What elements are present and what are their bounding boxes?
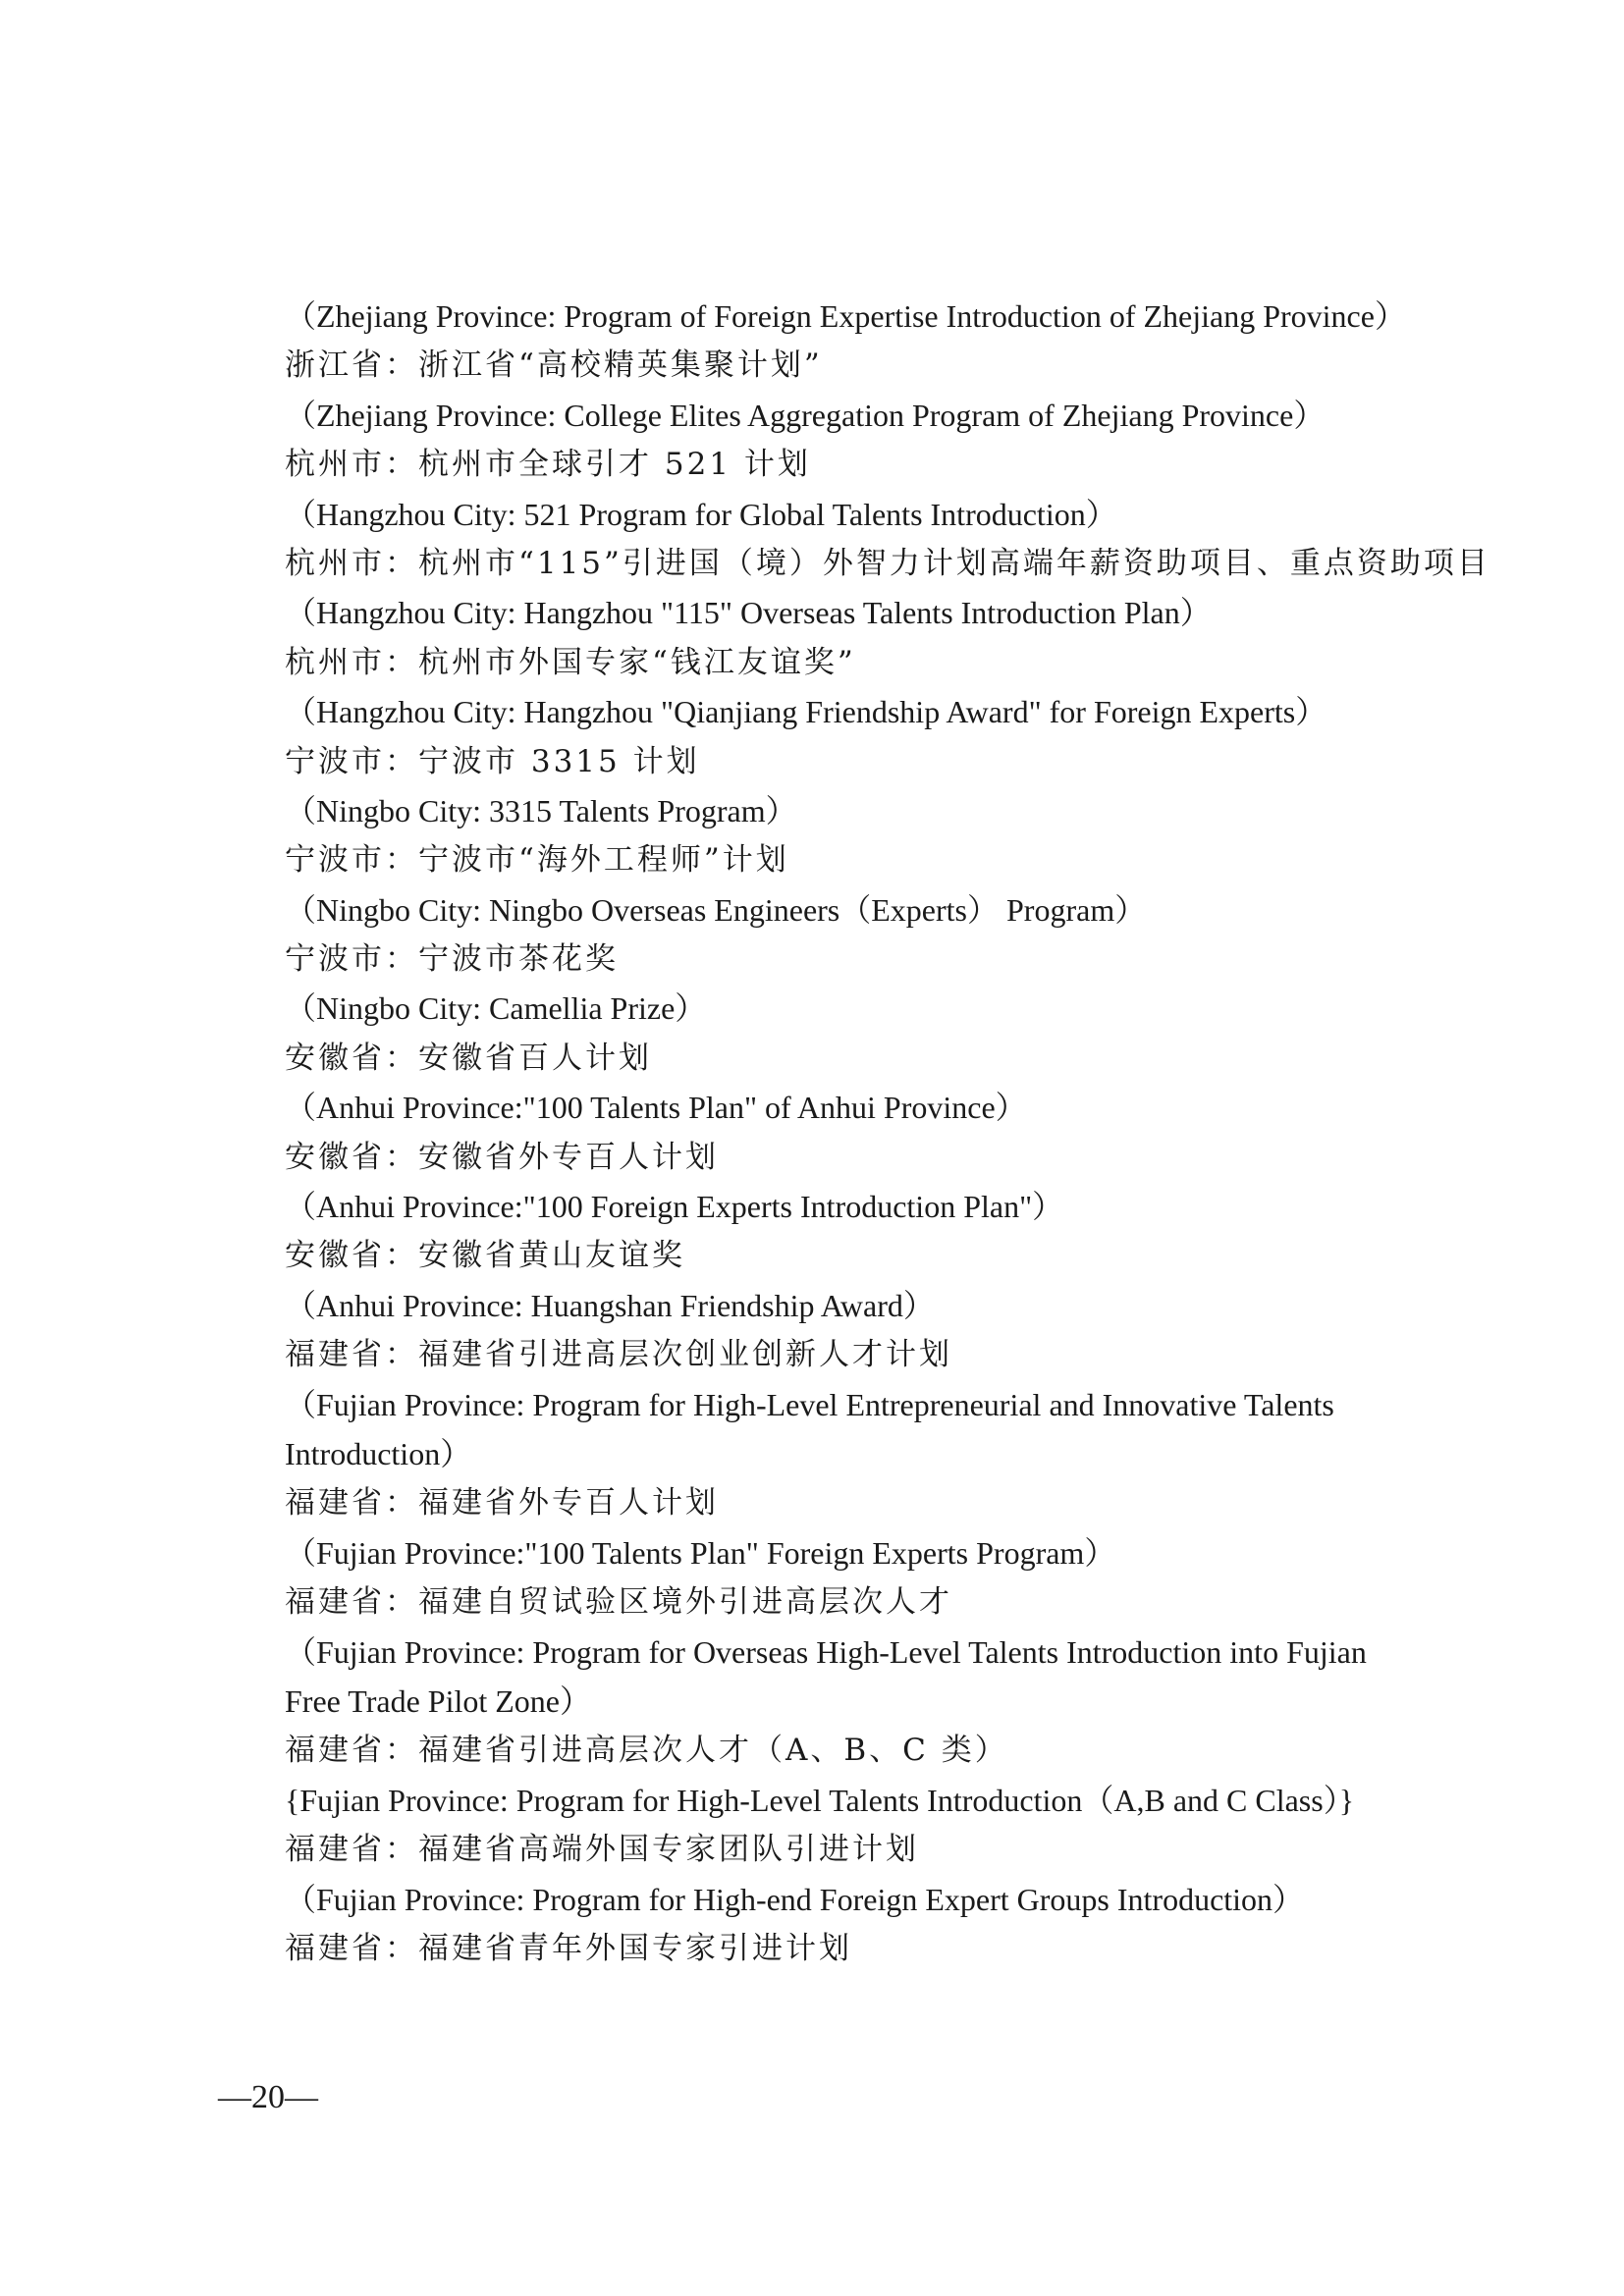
program-line-chinese: 福建省：福建省高端外国专家团队引进计划 bbox=[285, 1832, 919, 1868]
program-line-chinese: 福建省：福建省引进高层次人才（A、B、C 类） bbox=[285, 1733, 1008, 1769]
program-line-english: （Fujian Province: Program for High-end Foreign Expert Groups Introduction） bbox=[285, 1881, 1305, 1917]
program-line-english: Introduction） bbox=[285, 1435, 472, 1471]
program-line-chinese: 杭州市：杭州市外国专家“钱江友谊奖” bbox=[285, 644, 856, 680]
program-line-english: （Hangzhou City: 521 Program for Global Talents Introduction） bbox=[285, 496, 1117, 532]
program-line-chinese: 福建省：福建省青年外国专家引进计划 bbox=[285, 1930, 852, 1966]
program-line-english: （Ningbo City: Camellia Prize） bbox=[285, 990, 707, 1027]
program-line-chinese: 杭州市：杭州市全球引才 521 计划 bbox=[285, 447, 811, 483]
program-line-chinese: 福建省：福建省外专百人计划 bbox=[285, 1485, 719, 1522]
program-line-english: Free Trade Pilot Zone） bbox=[285, 1682, 591, 1719]
program-line-english: （Fujian Province: Program for Overseas High-Level Talents Introduction into Fujian bbox=[285, 1633, 1367, 1670]
program-line-english: （Fujian Province: Program for High-Level Entrepreneurial and Innovative Talents bbox=[285, 1386, 1334, 1422]
program-line-chinese: 宁波市：宁波市 3315 计划 bbox=[285, 743, 700, 779]
program-line-english: （Ningbo City: Ningbo Overseas Engineers（Experts） Program） bbox=[285, 891, 1147, 928]
program-line-english: （Zhejiang Province: College Elites Aggregation Program of Zhejiang Province） bbox=[285, 397, 1326, 433]
page-number: —20— bbox=[218, 2079, 318, 2115]
program-line-english: （Fujian Province:"100 Talents Plan" Foreign Experts Program） bbox=[285, 1534, 1116, 1571]
program-line-chinese: 安徽省：安徽省百人计划 bbox=[285, 1040, 652, 1076]
program-line-chinese: 福建省：福建省引进高层次创业创新人才计划 bbox=[285, 1337, 952, 1373]
program-line-chinese: 安徽省：安徽省外专百人计划 bbox=[285, 1139, 719, 1175]
program-line-english: （Ningbo City: 3315 Talents Program） bbox=[285, 792, 797, 828]
document-body bbox=[285, 292, 1490, 1973]
program-line-english: （Hangzhou City: Hangzhou "115" Overseas Talents Introduction Plan） bbox=[285, 595, 1212, 631]
program-line-english: {Fujian Province: Program for High-Level Talents Introduction（A,B and C Class）} bbox=[285, 1782, 1355, 1818]
program-line-chinese: 宁波市：宁波市茶花奖 bbox=[285, 941, 619, 978]
program-line-chinese: 浙江省：浙江省“高校精英集聚计划” bbox=[285, 347, 823, 384]
program-line-english: （Zhejiang Province: Program of Foreign Expertise Introduction of Zhejiang Province） bbox=[285, 298, 1406, 334]
program-line-english: （Hangzhou City: Hangzhou "Qianjiang Friendship Award" for Foreign Experts） bbox=[285, 694, 1327, 730]
program-line-chinese: 安徽省：安徽省黄山友谊奖 bbox=[285, 1238, 685, 1274]
program-line-english: （Anhui Province:"100 Talents Plan" of Anhui Province） bbox=[285, 1090, 1027, 1126]
program-line-chinese: 杭州市：杭州市“115”引进国（境）外智力计划高端年薪资助项目、重点资助项目 bbox=[285, 545, 1490, 581]
program-line-chinese: 福建省：福建自贸试验区境外引进高层次人才 bbox=[285, 1584, 952, 1621]
program-line-english: （Anhui Province: Huangshan Friendship Award） bbox=[285, 1287, 935, 1323]
program-line-chinese: 宁波市：宁波市“海外工程师”计划 bbox=[285, 842, 789, 879]
program-line-english: （Anhui Province:"100 Foreign Experts Introduction Plan"） bbox=[285, 1189, 1064, 1225]
